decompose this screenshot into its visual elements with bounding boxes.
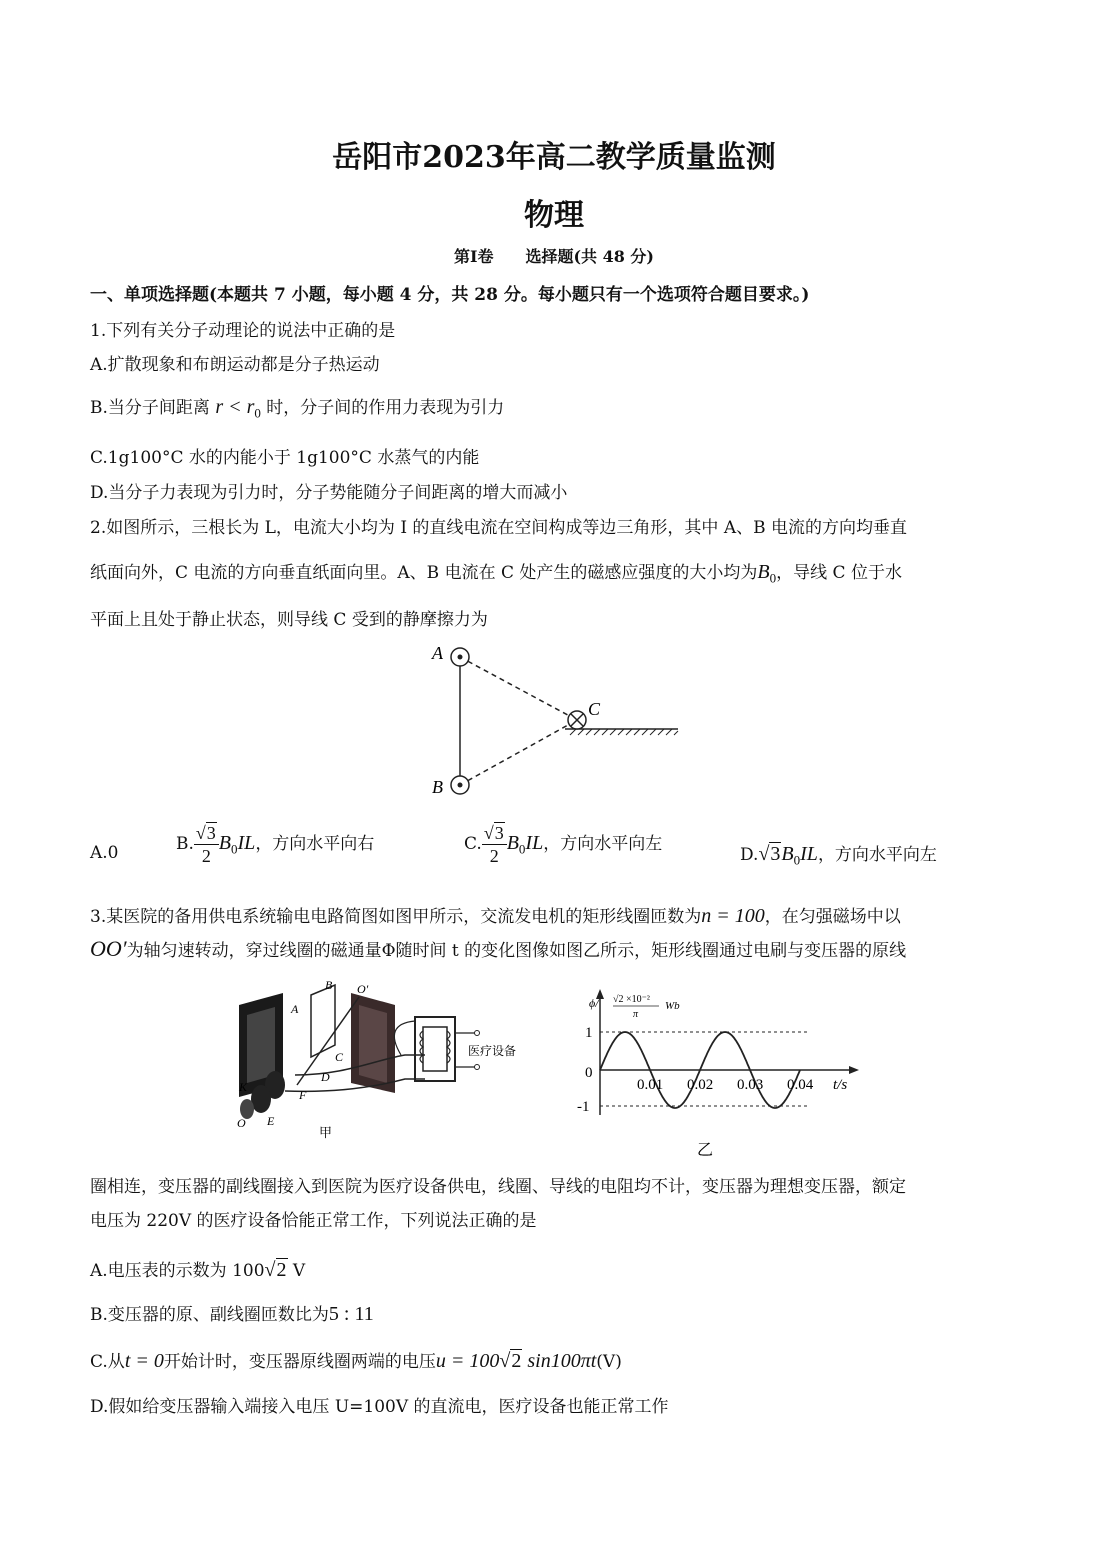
q2-b-B: B (218, 832, 232, 854)
xtick-004: 0.04 (787, 1077, 814, 1093)
q2-d-pre: D. (740, 845, 759, 865)
q2-c-post: ，方向水平向左 (543, 834, 663, 854)
q2-c-den: 2 (489, 846, 499, 866)
x-label: t/s (833, 1077, 848, 1093)
q2-c-sqrt: √ (483, 823, 494, 843)
y-label-den: π (633, 1009, 639, 1020)
caption-jia: 甲 (319, 1126, 333, 1141)
q3-option-a (90, 1256, 305, 1282)
caption-yi: 乙 (697, 1140, 714, 1159)
label-c-jia: C (335, 1050, 344, 1064)
q2-d-post: ，方向水平向左 (817, 845, 937, 865)
q2-c-IL: IL (525, 832, 544, 854)
q2-option-c (464, 822, 662, 867)
label-e-jia: E (267, 1114, 275, 1128)
q2-option-a: A.0 (90, 843, 119, 863)
label-d-jia: D (321, 1070, 330, 1084)
q2-b-post: ，方向水平向右 (255, 834, 375, 854)
y-label-phi: ϕ/ (589, 996, 599, 1010)
q2-line2-post: ，导线 C 位于水 (776, 563, 902, 583)
q2-option-b (176, 822, 374, 867)
q2-d-sqrt: √ (758, 843, 770, 865)
q2-b-num: 3 (206, 823, 216, 843)
q2-option-d (740, 840, 937, 868)
q2-b-frac (194, 822, 219, 867)
q3-line4: 电压为 220V 的医疗设备恰能正常工作，下列说法正确的是 (90, 1211, 537, 1231)
q3-c-pre: C.从 (90, 1352, 125, 1372)
ytick-neg1: -1 (577, 1099, 590, 1115)
q3-b-pre: B.变压器的原、副线圈匝数比为 (90, 1305, 329, 1325)
q3-line1 (90, 902, 901, 928)
q3-option-b (90, 1300, 374, 1326)
q3-c-t: t = 0 (124, 1350, 164, 1372)
q3-axis: OO′ (90, 936, 127, 961)
q1-b-math: r < r (215, 396, 255, 418)
q2-c-B: B (506, 832, 519, 854)
label-a-jia: A (291, 1002, 299, 1016)
part-heading: 一、单项选择题(本题共 7 小题，每小题 4 分，共 28 分。每小题只有一个选项符合题目要求。) (90, 285, 810, 305)
q2-b0-sub: 0 (769, 570, 777, 586)
q3-c-mid: 开始计时，变压器原线圈两端的电压 (163, 1352, 436, 1372)
q1-b-post: 时，分子间的作用力表现为引力 (266, 398, 505, 418)
q3-a-rad: 2 (276, 1259, 287, 1281)
q2-c-pre: C. (464, 834, 482, 854)
ytick-0: 0 (585, 1065, 593, 1081)
q2-c-frac (482, 822, 507, 867)
q2-c-num: 3 (494, 823, 504, 843)
q3-a-sqrt: √ (264, 1259, 276, 1281)
q3-n: n = 100 (701, 905, 765, 927)
q3-a-pre: A.电压表的示数为 100 (90, 1261, 265, 1281)
xtick-003: 0.03 (737, 1077, 764, 1093)
label-b-jia: B (325, 978, 333, 992)
q3-line2 (90, 936, 906, 962)
q1-b-pre: B.当分子间距离 (90, 398, 210, 418)
q3-a-unit: V (287, 1261, 306, 1281)
label-a: A (432, 643, 443, 663)
exam-title: 岳阳市2023年高二教学质量监测 (332, 140, 776, 175)
q3-c-rad: 2 (511, 1350, 522, 1372)
section-title: 第Ⅰ卷 选择题(共 48 分) (453, 247, 655, 266)
label-k-jia: K (239, 1080, 248, 1094)
q1-stem: 1.下列有关分子动理论的说法中正确的是 (90, 321, 396, 341)
generator-figure (225, 975, 570, 1160)
q1-option-a: A.扩散现象和布朗运动都是分子热运动 (90, 355, 380, 375)
q2-line1: 2.如图所示，三根长为 L，电流大小均为 I 的直线电流在空间构成等边三角形，其中 A、B 电流的方向均垂直 (90, 518, 908, 538)
q2-line2-pre: 纸面向外，C 电流的方向垂直纸面向里。A、B 电流在 C 处产生的磁感应强度的大小均为 (90, 563, 758, 583)
label-o-prime: O′ (357, 982, 369, 996)
q3-c-sin: sin100πt (522, 1350, 597, 1372)
device-label: 医疗设备 (468, 1044, 517, 1058)
q3-c-sqrt: √ (499, 1350, 511, 1372)
subject-title: 物理 (524, 198, 584, 233)
q3-line2-post: 为轴匀速转动，穿过线圈的磁通量Φ随时间 t 的变化图像如图乙所示，矩形线圈通过电刷与变压器的原线 (126, 941, 907, 961)
q2-line2 (90, 558, 902, 586)
ytick-1: 1 (585, 1025, 593, 1041)
label-c: C (588, 699, 601, 719)
slip-ring-2 (251, 1085, 271, 1113)
line-ac (460, 657, 577, 720)
label-b: B (432, 777, 443, 797)
q2-b-pre: B. (176, 834, 194, 854)
q2-d-B: B (781, 843, 794, 865)
q2-b-den: 2 (201, 846, 211, 866)
q3-c-unit: (V) (596, 1352, 622, 1372)
xtick-002: 0.02 (687, 1077, 714, 1093)
q1-b-sub: 0 (254, 405, 261, 421)
q2-b0: B (757, 561, 770, 583)
y-label-num: √2 ×10⁻² (613, 994, 650, 1005)
q1-option-c: C.1g100°C 水的内能小于 1g100°C 水蒸气的内能 (90, 448, 480, 468)
q2-triangle-figure (420, 635, 690, 805)
q2-d-rad: 3 (770, 843, 781, 865)
flux-chart (575, 985, 865, 1160)
q3-c-u: u = 100 (435, 1350, 500, 1372)
line-bc (460, 720, 577, 785)
q2-b-sqrt: √ (195, 823, 206, 843)
q2-b-IL: IL (237, 832, 256, 854)
q2-d-sub: 0 (793, 852, 801, 868)
q2-c-sub: 0 (518, 841, 526, 857)
q3-line1-post: ，在匀强磁场中以 (764, 907, 901, 927)
label-f-jia: F (299, 1088, 307, 1102)
q3-b-ratio: 5 : 11 (328, 1303, 374, 1325)
y-label-unit: Wb (665, 1000, 680, 1012)
q1-option-b (90, 393, 504, 421)
xtick-001: 0.01 (637, 1077, 664, 1093)
q1-option-d: D.当分子力表现为引力时，分子势能随分子间距离的增大而减小 (90, 483, 568, 503)
q2-b-sub: 0 (231, 841, 238, 857)
q3-line1-pre: 3.某医院的备用供电系统输电电路简图如图甲所示，交流发电机的矩形线圈匝数为 (90, 907, 702, 927)
label-o-jia: O (237, 1116, 246, 1130)
q2-line3: 平面上且处于静止状态，则导线 C 受到的静摩擦力为 (90, 610, 488, 630)
coil (311, 985, 335, 1057)
q3-option-d: D.假如给变压器输入端接入电压 U=100V 的直流电，医疗设备也能正常工作 (90, 1397, 669, 1417)
q3-line3: 圈相连，变压器的副线圈接入到医院为医疗设备供电，线圈、导线的电阻均不计，变压器为理想变压器，额定 (90, 1177, 906, 1197)
q3-option-c (90, 1347, 622, 1373)
q2-d-IL: IL (800, 843, 818, 865)
